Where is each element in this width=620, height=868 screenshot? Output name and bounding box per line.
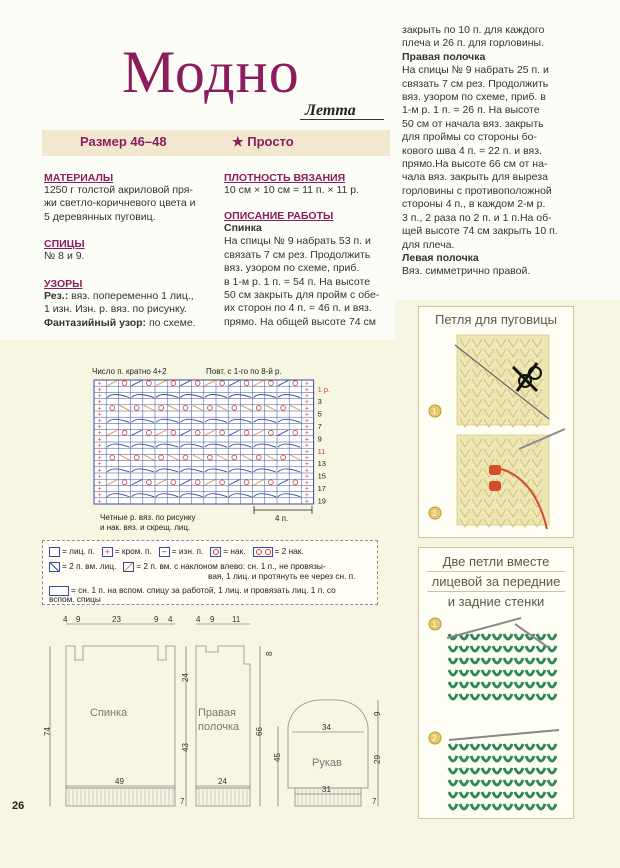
back-line-6: их сторон по 4 п. = 46 п. и вяз.: [224, 302, 372, 315]
edge-stitch-mark: +: [304, 486, 309, 493]
legend-purl: = изн. п.: [171, 546, 204, 556]
chart-bottom-note-2: и нак. вяз. и скрещ. лиц.: [100, 523, 191, 532]
edge-stitch-mark: +: [304, 436, 309, 444]
size-label: Размер 46–48: [80, 134, 167, 149]
edge-stitch-mark: +: [97, 399, 102, 407]
buttonhole-step-2: 2: [432, 509, 437, 518]
legend-row-1: [49, 546, 304, 557]
row-number: 17: [317, 484, 326, 493]
chart-note-left: Число п. кратно 4+2: [92, 367, 167, 376]
k2tog-title-2: лицевой за передние: [427, 572, 565, 592]
edge-stitch-mark: +: [97, 479, 102, 487]
author-name: Летта: [305, 102, 356, 119]
legend-k2tog: = 2 п. вм. лиц.: [62, 561, 117, 571]
density-heading: ПЛОТНОСТЬ ВЯЗАНИЯ: [224, 172, 346, 184]
chart-bottom-note: [100, 513, 195, 533]
cont-line-2: плеча и 26 п. для горловины.: [402, 37, 544, 50]
front-label-2: полочка: [198, 721, 240, 733]
k2tog-step-2: 2: [432, 734, 437, 743]
rf-line-5: 50 см от начала вяз. закрыть: [402, 117, 544, 130]
patterns-heading: УЗОРЫ: [44, 278, 83, 290]
left-front-text: Вяз. симметрично правой.: [402, 265, 531, 278]
rf-line-11: стороны 4 п., в каждом 2-м р.: [402, 198, 546, 211]
work-heading: ОПИСАНИЕ РАБОТЫ: [224, 210, 334, 222]
front-top-1: 4: [196, 615, 201, 624]
buttonhole-title: Петля для пуговицы: [434, 312, 558, 327]
back-line-1: На спицы № 9 набрать 53 п. и: [224, 235, 371, 248]
chart-note-right: Повт. с 1-го по 8-й р.: [206, 367, 282, 376]
yarn-over-symbol: [210, 547, 221, 557]
materials-line-3: 5 деревянных пуговиц.: [44, 210, 156, 223]
edge-stitch-mark: +: [304, 467, 309, 475]
back-right-1: 24: [181, 673, 190, 682]
knit-stitch-symbol: [49, 547, 60, 557]
back-label: Спинка: [90, 707, 128, 719]
legend-ssk: = 2 п. вм. с наклоном влево: сн. 1 п., не провязы-: [136, 561, 326, 571]
edge-stitch-mark: +: [304, 461, 309, 469]
back-top-1: 4: [63, 615, 68, 624]
row-number: 19: [317, 496, 326, 506]
k2tog-symbol: [49, 562, 60, 572]
buttonhole-illustration: [419, 329, 573, 533]
patterns-section: [44, 278, 234, 330]
row-number: 1 р.: [317, 384, 331, 394]
front-label-1: Правая: [198, 707, 236, 719]
edge-stitch-mark: +: [304, 442, 309, 450]
edge-stitch-mark: +: [97, 455, 102, 462]
patterns-line-2: 1 изн. Изн. р. вяз. по рисунку.: [44, 303, 187, 316]
ribbing-texture: [69, 789, 358, 805]
back-top-2: 9: [76, 615, 81, 624]
back-line-7: прямо. На общей высоте 74 см: [224, 315, 376, 328]
edge-stitch-mark: +: [97, 417, 102, 425]
page-title: Модно: [122, 39, 300, 105]
green-swatch-2: [449, 744, 556, 809]
rf-line-3: вяз. узором по схеме, приб. в: [402, 91, 546, 104]
edge-stitch-mark: +: [304, 492, 309, 500]
materials-heading: МАТЕРИАЛЫ: [44, 172, 114, 184]
right-front-title: Правая полочка: [402, 50, 486, 63]
front-left: 66: [255, 727, 264, 736]
edge-stitch-mark: +: [304, 417, 309, 425]
edge-stitch-mark: +: [97, 424, 102, 431]
edge-stitch-mark: +: [304, 399, 309, 407]
back-right-2: 43: [181, 743, 190, 752]
edge-stitch-mark: +: [97, 380, 102, 388]
edge-stitch-mark: +: [304, 393, 309, 400]
materials-section: [44, 172, 224, 224]
edge-stitch-mark: +: [304, 380, 309, 388]
row-number: 7: [317, 422, 322, 431]
needles-text: № 8 и 9.: [44, 250, 85, 262]
row-number: 11: [317, 446, 326, 456]
sleeve-outline: [288, 700, 368, 788]
legend-yarn-over: = нак.: [223, 546, 246, 556]
front-bottom: 24: [218, 777, 227, 786]
edge-stitch-mark: +: [97, 405, 102, 413]
back-bottom: 49: [115, 777, 124, 786]
materials-line-2: жи светло-коричневого цвета и: [44, 197, 196, 210]
rf-line-12: 3 п., 2 раза по 2 п. и 1 п.На об-: [402, 211, 552, 224]
needles-heading: СПИЦЫ: [44, 238, 85, 250]
rf-line-6: для проймы со стороны бо-: [402, 131, 537, 144]
k2tog-title: [419, 552, 573, 611]
legend-cross: = сн. 1 п. на вспом. спицу за работой, 1 лиц. и провязать лиц. 1 п. со: [71, 585, 336, 595]
work-section: [224, 210, 396, 329]
edge-stitch-mark: +: [304, 424, 309, 431]
row-number: 9: [317, 434, 322, 444]
buttonhole-panel: [418, 306, 574, 538]
sleeve-right-3: 7: [372, 797, 377, 806]
right-text-column: [402, 24, 574, 279]
edge-stitch-mark: +: [97, 461, 102, 469]
edge-stitch-mark: +: [304, 430, 309, 438]
author-underline: [300, 119, 384, 120]
back-top-4: 9: [154, 615, 159, 624]
green-swatch-1: [449, 634, 556, 699]
density-text: 10 см × 10 см = 11 п. × 11 р.: [224, 184, 360, 196]
back-title: Спинка: [224, 222, 262, 234]
k2tog-illustration: [419, 614, 573, 814]
chart-legend: [42, 540, 378, 605]
edge-stitch-mark: +: [304, 411, 309, 419]
edge-stitch-mark: +: [304, 455, 309, 462]
edge-stitch-mark: +: [304, 386, 309, 394]
materials-line-1: 1250 г толстой акриловой пря-: [44, 184, 193, 196]
cont-line-1: закрыть по 10 п. для каждого: [402, 24, 545, 36]
back-top-3: 23: [112, 615, 121, 624]
knit-swatch-2: [457, 429, 565, 529]
edge-stitch-mark: +: [97, 430, 102, 438]
rf-line-7: кового шва 4 п. = 22 п. и вяз.: [402, 144, 542, 157]
sleeve-label: Рукав: [312, 757, 342, 769]
purl-stitch-symbol: –: [159, 547, 170, 557]
needles-section: [44, 238, 224, 263]
rf-line-4: 1-м р. 1 п. = 26 п. На высоте: [402, 104, 540, 117]
legend-row-2b: вая, 1 лиц. и протянуть ее через сн. п.: [208, 571, 356, 581]
repeat-label: 4 п.: [275, 514, 289, 523]
sleeve-top: 34: [322, 723, 331, 732]
front-right: 8: [265, 651, 274, 656]
rf-line-14: для плеча.: [402, 238, 455, 251]
sleeve-left: 45: [273, 753, 282, 762]
edge-stitch-mark: +: [97, 436, 102, 444]
fancy-pattern-text: по схеме.: [146, 316, 196, 329]
rib-text: вяз. попеременно 1 лиц.,: [68, 290, 194, 302]
double-yarn-over-symbol: [253, 547, 273, 557]
sleeve-right-2: 29: [373, 755, 382, 764]
chart-row-numbers: [318, 385, 331, 506]
edge-stitch-mark: +: [97, 411, 102, 419]
edge-stitch-mark: +: [97, 442, 102, 450]
back-left: 74: [43, 727, 52, 736]
row-number: 13: [317, 459, 326, 469]
k2tog-panel: [418, 547, 574, 819]
legend-knit: = лиц. п.: [62, 546, 95, 556]
rf-line-9: чала вяз. закрыть для выреза: [402, 171, 548, 184]
back-line-2: связать 7 см рез. Продолжить: [224, 248, 371, 261]
front-top-2: 9: [210, 615, 215, 624]
back-line-4: в 1-м р. 1 п. = 54 п. На высоте: [224, 275, 371, 288]
fancy-pattern-label: Фантазийный узор:: [44, 316, 147, 329]
page-number: 26: [12, 800, 25, 812]
difficulty-label: ★ Просто: [232, 134, 294, 149]
rf-line-8: прямо.На высоте 66 см от на-: [402, 158, 548, 171]
rib-label: Рез.:: [44, 290, 69, 302]
back-top-5: 4: [168, 615, 173, 624]
rf-line-1: На спицы № 9 набрать 25 п. и: [402, 64, 549, 77]
chart-grid: [94, 380, 314, 505]
edge-stitch-mark: +: [97, 386, 102, 394]
edge-stitch-mark: +: [304, 479, 309, 487]
chart-bottom-note-1: Четные р. вяз. по рисунку: [100, 513, 196, 522]
edge-stitch-mark: +: [304, 448, 309, 456]
back-line-3: вяз. узором по схеме, приб.: [224, 262, 360, 275]
edge-stitch-mark: +: [97, 448, 102, 456]
row-number: 15: [317, 471, 326, 481]
rf-line-13: щей высоте 74 см закрыть 10 п.: [402, 225, 558, 238]
knit-swatch-1: [455, 335, 549, 427]
k2tog-title-3: и задние стенки: [447, 594, 545, 609]
row-number: 3: [317, 397, 322, 407]
edge-stitch-mark: +: [97, 393, 102, 400]
rf-line-10: горловины с противоположной: [402, 184, 552, 197]
edge-stitch-mark: +: [97, 473, 102, 481]
back-line-5: 50 см закрыть для пройм с обе-: [224, 289, 380, 302]
edge-stitch-mark: +: [97, 492, 102, 500]
rf-line-2: связать 7 см рез. Продолжить: [402, 77, 549, 90]
back-right-3: 7: [180, 797, 185, 806]
left-front-title: Левая полочка: [402, 251, 479, 264]
row-number: 5: [317, 409, 322, 419]
ssk-symbol: [123, 562, 134, 572]
edge-stitch-mark: +: [304, 498, 309, 506]
garment-schematics: [38, 612, 382, 817]
sleeve-bottom: 31: [322, 785, 331, 794]
legend-row-3b: вспом. спицы: [49, 594, 101, 604]
edge-stitch-mark: +: [97, 467, 102, 475]
edge-stitch-mark: +: [304, 473, 309, 481]
back-ribbing: [66, 788, 175, 806]
edge-stitch-mark: +: [97, 486, 102, 493]
legend-edge: = кром. п.: [114, 546, 152, 556]
front-top-3: 11: [232, 615, 241, 624]
buttonhole-step-1: 1: [432, 407, 437, 416]
density-section: [224, 172, 394, 197]
edge-stitch-mark: +: [304, 405, 309, 413]
sleeve-right-1: 9: [373, 711, 382, 716]
k2tog-step-1: 1: [432, 620, 437, 629]
edge-stitch-symbol: +: [102, 547, 113, 557]
legend-double-yarn-over: = 2 нак.: [274, 546, 304, 556]
k2tog-title-1: Две петли вместе: [427, 552, 565, 572]
edge-stitch-mark: +: [97, 498, 102, 506]
